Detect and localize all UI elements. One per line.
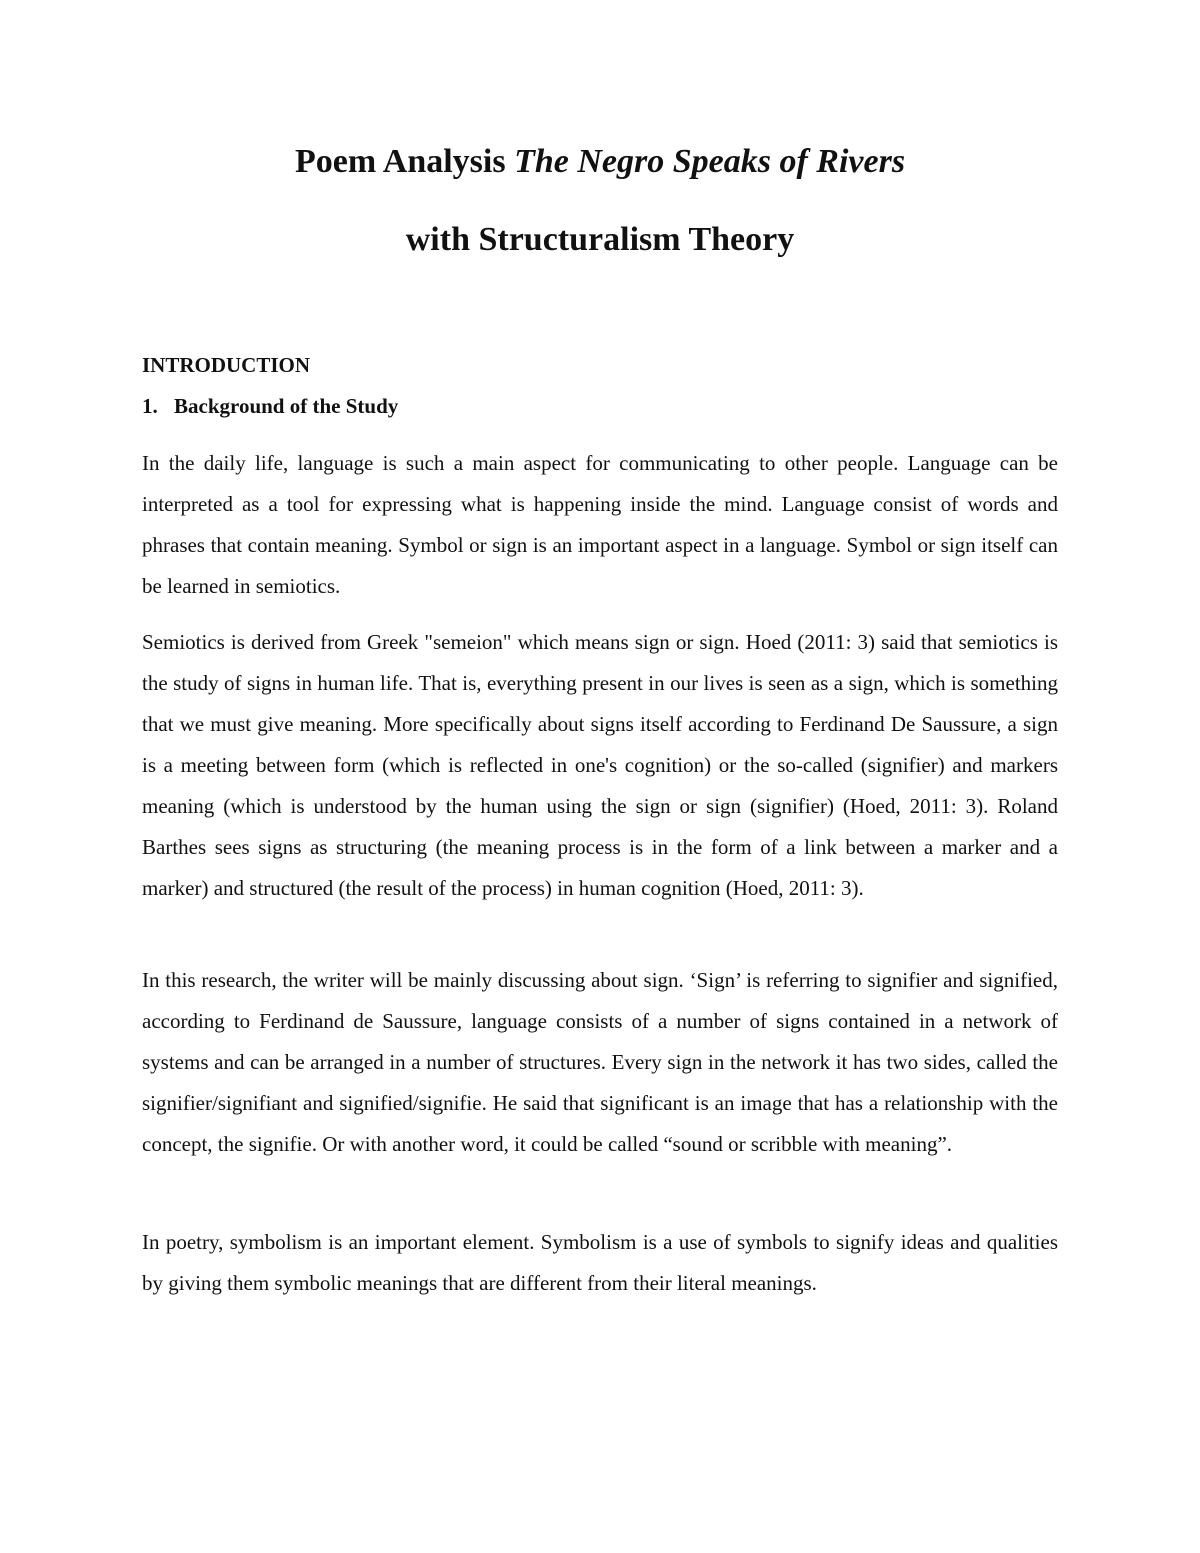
paragraph-3: In this research, the writer will be mainly discussing about sign. ‘Sign’ is referring to signifier and signified, according to Ferdinand de Saussure, language consists of a number of signs contained in a network of systems and can be arranged in a number of structures. Every sign in the network it has two sides, called the signifier/signifiant and signified/signifie. He said that significant is an image that has a relationship with the concept, the signifie. Or with another word, it could be called “sound or scribble with meaning”. [142, 968, 1058, 1156]
paragraph-4: In poetry, symbolism is an important element. Symbolism is a use of symbols to signify ideas and qualities by giving them symbolic meanings that are different from their literal meanings. [142, 1230, 1058, 1295]
subsection-heading [142, 393, 398, 419]
subsection-label: Background of the Study [174, 394, 399, 418]
poem-title: The Negro Speaks of Rivers [514, 143, 906, 180]
paragraph-2: Semiotics is derived from Greek "semeion" which means sign or sign. Hoed (2011: 3) said that semiotics is the study of signs in human life. That is, everything present in our lives is seen as a sign, which is something that we must give meaning. More specifically about signs itself according to Ferdinand De Saussure, a sign is a meeting between form (which is reflected in one's cognition) or the so-called (signifier) and markers meaning (which is understood by the human using the sign or sign (signifier) (Hoed, 2011: 3). Roland Barthes sees signs as structuring (the meaning process is in the form of a link between a marker and a marker) and structured (the result of the process) in human cognition (Hoed, 2011: 3). [142, 630, 1058, 900]
title-line-1 [0, 142, 1200, 182]
title-line-2: with Structuralism Theory [405, 221, 795, 258]
subsection-number: 1. [142, 394, 158, 418]
title-prefix: Poem Analysis [294, 143, 515, 180]
section-heading-introduction: INTRODUCTION [142, 353, 311, 377]
paragraph-1: In the daily life, language is such a main aspect for communicating to other people. Language can be interpreted as a tool for expressing what is happening inside the mind. Language consist of words and phrases that contain meaning. Symbol or sign is an important aspect in a language. Symbol or sign itself can be learned in semiotics. [142, 451, 1058, 598]
